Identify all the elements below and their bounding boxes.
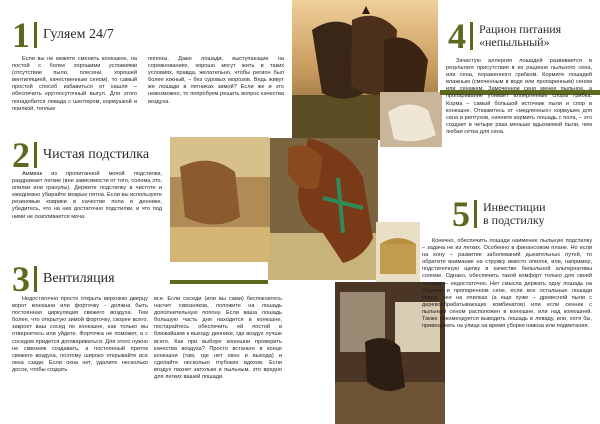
section-title-line: Рацион питания <box>479 22 562 37</box>
horse-halter-photo <box>268 138 378 280</box>
section-title: Вентиляция <box>43 270 115 286</box>
section-4-text: Зачастую аллергия лошадей развивается в результате присутствия в их рационе пыльного сена, или сена, пораженного грибком. Кормите лошадей влажным (смоченным в воде или пропаренным) сеном или сенажем. Замоченное сено менее пыльное, а пропаривание убивает аллергенные споры грибка. Корма – самый большой источник пыли и спор в конюшне. Откажитесь от «медленных» кормушек для сена и рептухов, начните кормить лошадь с пола, – это создает в четыре раза меньше вдыхаемой пыли, чем любая сетка для сена. <box>446 58 592 135</box>
section-title-line: в подстилку <box>483 213 545 227</box>
section-1-text-col2: попоны. Даже лошади, выступающие на соревнованиях, хорошо могут жить в таких условиях, правда, желательно, чтобы регион был более южный, – без суровых морозов. Ведь живут же лошади в летниках зимой? Если же и это невозможно, то попробуем решить вопрос качества воздуха. <box>148 56 284 105</box>
section-number: 1 <box>12 15 30 55</box>
section-title <box>483 201 546 226</box>
section-1-heading <box>12 15 114 55</box>
accent-bar-bottom <box>170 280 268 284</box>
section-4-heading <box>448 18 561 54</box>
section-2-heading <box>12 135 150 175</box>
section-number: 3 <box>12 259 30 299</box>
section-3-text-col2: все. Если соседи (или вы сами) беспокоитесь насчет сквозняков, положите на лошадь дополнительную попону. Если ваша лошадь большую часть дня находится в конюшне, постарайтесь обеспечить ей постой в ближайшем к выходу деннике, где воздух лучше всего. Как при выборе конюшни проверить качества воздуха? Просто встаньте в конце конюшни (там, где нет окон и выхода) и сделайте несколько глубоких вдохов. Если воздух пахнет затхлым и пыльным, это вредно для легких вашей лошади. <box>154 296 282 381</box>
section-number: 2 <box>12 135 30 175</box>
hay-bale-photo <box>376 222 420 282</box>
section-5-heading <box>452 196 546 232</box>
white-horse-photo <box>380 92 442 147</box>
section-divider <box>470 22 473 50</box>
section-5-text: Конечно, обеспечить лошади наименее пыльную подстилку – задача не из легких. Особенно в финансовом плане. Но если на кону – развитие заболеваний дыхательных путей, то обратите внимание на стружку вместо опилок, или, например, подстилочную щепку в качестве бепыльной альтернативы соломе. Однако, обеспечить такой комфорт только для своей лошади – недостаточно. Нет смысла держать одну лошадь на стружке и пропаренном сене, если все остальные лошади вокруг нее на опилках (а еще хуже – древесной пыли с деревообрабатывающих комбинатов) или если сенник с пыльным сеном расположен в конюшне, или над конюшней. Также рекомендуется выводить лошадь в леваду, или, хотя бы, привязывать на улице на время уборки навоза или подметания. <box>422 238 592 330</box>
horse-stable-photo <box>170 137 270 262</box>
section-divider <box>34 22 37 48</box>
section-title: Чистая подстилка <box>43 146 150 162</box>
section-title <box>479 23 561 48</box>
section-title-line: Инвестиции <box>483 200 546 215</box>
section-3-text-col1: Недостаточно просто открыть верхнюю дверцу ворот конюшни или форточку - должна быть постоянная циркуляция свежего воздуха. Тем более, что открытую зимой форточку, скорее всего, закроет ваш сосед по конюшне, как только вы отвернетесь или уйдете. Форточка не поможет, а с соседом придется договариваться. Для этого нужно не сквозняк создавать, а постоянный приток свежего воздуха, поэтому широко открывайте все окна сзади. Если окна нет, удалите несколько досок, чтобы создать <box>12 296 148 373</box>
section-title: Гуляем 24/7 <box>43 26 114 42</box>
section-2-text: Аммиак из пропитанной мочой подстилки, раздражает легкие (вне зависимости от того, солома это, опилки или гранулы). Держите подстилку в чистоте и ежедневно убирайте мокрые пятна. Если вы используете резиновые коврики в качестве пола в деннике, убедитесь, что на них достаточно подстилки, и что под ними не скапливается моча. <box>12 171 162 220</box>
section-divider <box>34 266 37 292</box>
section-3-heading <box>12 259 115 299</box>
section-divider <box>34 142 37 168</box>
section-number: 4 <box>448 16 466 56</box>
section-1-text-col1: Если вы не можете сменить конюшню, на постой с более хорошими условиями (отсутствие пыли, плесени, хорошей вентиляцией, качественным сеном), то самый простой способ избавиться от кашля – обеспечить круглосуточный выгул. Для этого понадобится левада с шелтером, кормушкой и поилкой, теплые <box>12 56 137 112</box>
section-divider <box>474 200 477 228</box>
section-number: 5 <box>452 194 470 234</box>
section-title-line: «непыльный» <box>479 35 550 49</box>
